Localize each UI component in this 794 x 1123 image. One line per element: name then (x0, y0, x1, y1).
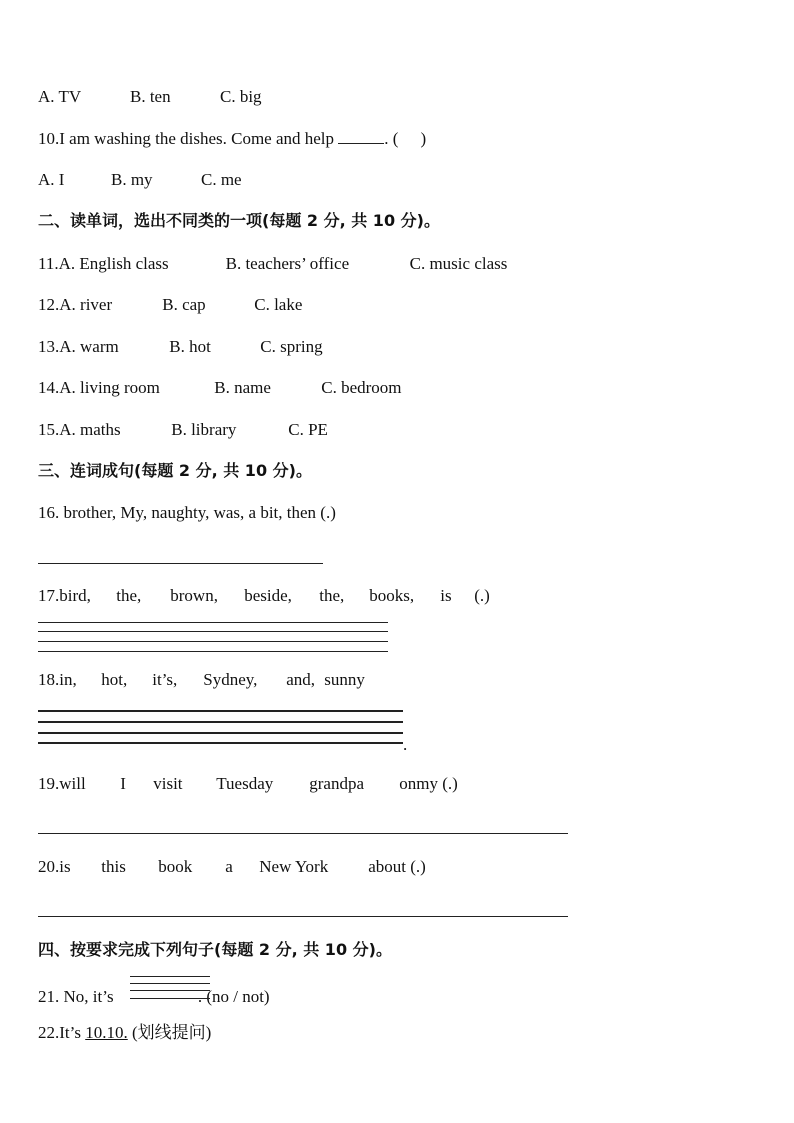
q12-row (38, 295, 302, 315)
q14-option-c: C. bedroom (321, 378, 402, 397)
q19-word: grandpa (309, 774, 365, 793)
q12-option-b: B. cap (162, 295, 206, 314)
section-4-heading: 四、按要求完成下列句子(每题 2 分, 共 10 分)。 (38, 940, 392, 959)
q14-number: 14. (38, 378, 60, 397)
q11-number: 11. (38, 254, 59, 273)
q22-prefix: 22.It’s (38, 1023, 86, 1042)
q13-option-a: A. warm (59, 337, 119, 356)
q20-answer-line[interactable] (38, 916, 568, 917)
q19-row (38, 774, 458, 794)
q12-option-c: C. lake (254, 295, 303, 314)
q19-number: 19. (38, 774, 60, 793)
q18-answer-line[interactable] (38, 742, 403, 744)
q15-row (38, 420, 328, 440)
q21-answer-line[interactable] (130, 983, 210, 984)
q18-word: Sydney, (203, 670, 258, 689)
q19-word: will (59, 774, 86, 793)
q10-after-blank: . ( (384, 129, 399, 148)
q9-option-c: C. big (220, 87, 262, 106)
q15-number: 15. (38, 420, 60, 439)
q20-number: 20. (38, 857, 60, 876)
q20-word: book (158, 857, 193, 876)
q21-prefix: 21. No, it’s (38, 987, 118, 1006)
section-2-heading: 二、读单词，选出不同类的一项(每题 2 分, 共 10 分)。 (38, 211, 440, 230)
q15-option-c: C. PE (288, 420, 328, 439)
q10-option-a: A. I (38, 170, 65, 189)
q10-close-paren: ) (420, 129, 427, 148)
q13-number: 13. (38, 337, 60, 356)
q20-word: about (.) (368, 857, 426, 876)
q19-word: onmy (.) (399, 774, 458, 793)
q12-number: 12. (38, 295, 60, 314)
q18-word: hot, (101, 670, 128, 689)
q12-option-a: A. river (59, 295, 113, 314)
q20-row (38, 857, 426, 877)
q17-answer-line[interactable] (38, 631, 388, 632)
q17-word: books, (369, 586, 415, 605)
q10-options (38, 170, 242, 190)
q16-answer-line[interactable] (38, 563, 323, 564)
q13-option-b: B. hot (169, 337, 211, 356)
q17-word: bird, (59, 586, 91, 605)
q11-option-a: A. English class (58, 254, 169, 273)
q17-answer-line[interactable] (38, 651, 388, 652)
q20-word: a (225, 857, 233, 876)
q10-question (38, 129, 426, 149)
q17-word: brown, (170, 586, 218, 605)
q15-option-a: A. maths (59, 420, 121, 439)
q22-underlined-time: 10.10. (85, 1023, 128, 1042)
q14-option-a: A. living room (59, 378, 160, 397)
section-3-heading: 三、连词成句(每题 2 分, 共 10 分)。 (38, 461, 312, 480)
q9-options (38, 87, 262, 107)
q13-row (38, 337, 323, 357)
q16-row: 16. brother, My, naughty, was, a bit, then (.) (38, 503, 336, 522)
q17-row (38, 586, 490, 606)
q21-answer-line[interactable] (130, 990, 210, 991)
q17-answer-line[interactable] (38, 641, 388, 642)
q17-word: the, (116, 586, 142, 605)
q10-option-b: B. my (111, 170, 153, 189)
q9-option-a: A. TV (38, 87, 82, 106)
q10-answer-blank[interactable] (338, 129, 384, 144)
q11-option-c: C. music class (409, 254, 508, 273)
q21-suffix: . (no / not) (197, 987, 270, 1006)
q19-word: visit (153, 774, 183, 793)
q18-word: and, (286, 670, 316, 689)
q17-word: is (440, 586, 452, 605)
q18-word: it’s, (152, 670, 178, 689)
q18-word: in, (59, 670, 77, 689)
q11-row (38, 254, 507, 274)
q19-word: I (120, 774, 126, 793)
q18-row (38, 670, 365, 690)
q22-row (38, 1023, 211, 1043)
q17-answer-line[interactable] (38, 622, 388, 623)
q20-word: this (101, 857, 126, 876)
q20-word: New York (259, 857, 329, 876)
q17-number: 17. (38, 586, 60, 605)
q15-option-b: B. library (171, 420, 237, 439)
q21-answer-line[interactable] (130, 976, 210, 977)
q21-answer-line[interactable] (130, 998, 210, 999)
q18-answer-line[interactable] (38, 732, 403, 734)
q11-option-b: B. teachers’ office (225, 254, 350, 273)
q17-word: beside, (244, 586, 292, 605)
q18-number: 18. (38, 670, 60, 689)
q20-word: is (59, 857, 71, 876)
q10-text: 10.I am washing the dishes. Come and help (38, 129, 339, 148)
q18-answer-line[interactable] (38, 721, 403, 723)
q17-word: (.) (474, 586, 490, 605)
q18-word: sunny (324, 670, 365, 689)
q14-option-b: B. name (214, 378, 271, 397)
q19-answer-line[interactable] (38, 833, 568, 834)
q18-end-mark: . (403, 735, 408, 754)
q22-suffix: (划线提问) (127, 1023, 212, 1042)
q19-word: Tuesday (216, 774, 274, 793)
q18-answer-line[interactable] (38, 710, 403, 712)
q10-option-c: C. me (201, 170, 242, 189)
q17-word: the, (319, 586, 345, 605)
q13-option-c: C. spring (260, 337, 323, 356)
q9-option-b: B. ten (130, 87, 171, 106)
q14-row (38, 378, 402, 398)
